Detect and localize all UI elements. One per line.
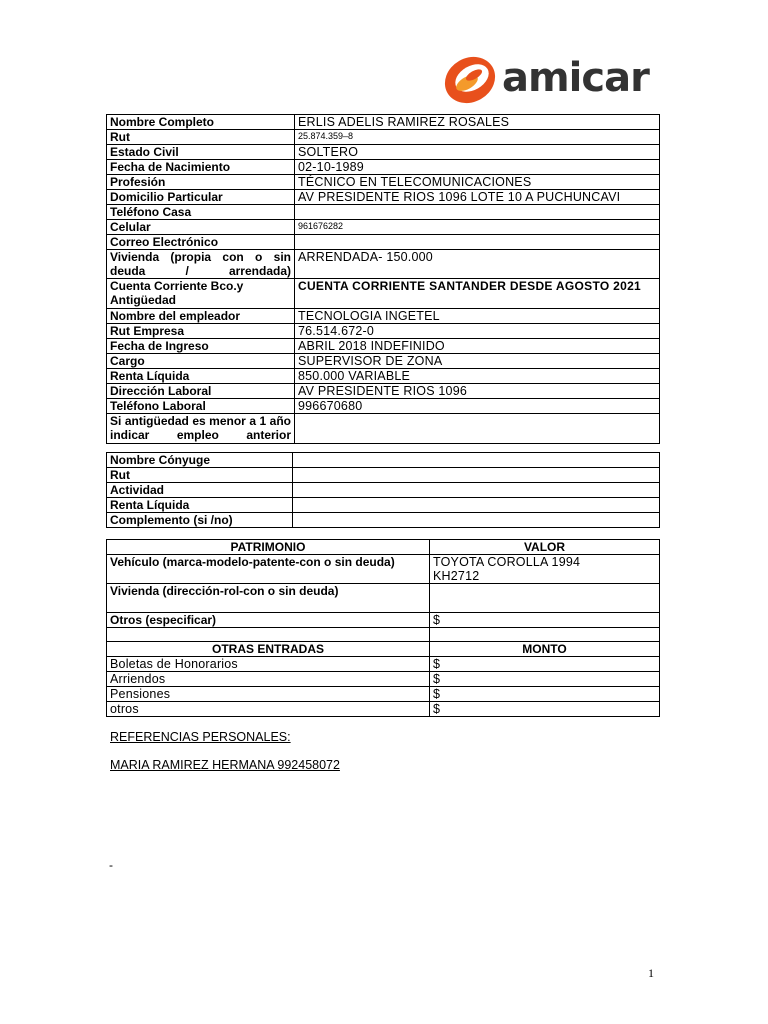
field-value: ARRENDADA- 150.000: [295, 250, 660, 279]
field-value: ERLIS ADELIS RAMIREZ ROSALES: [295, 115, 660, 130]
column-header: MONTO: [430, 642, 660, 657]
field-label: Fecha de Nacimiento: [107, 160, 295, 175]
empty-cell: [430, 628, 660, 642]
field-value: 961676282: [295, 220, 660, 235]
field-value: SOLTERO: [295, 145, 660, 160]
table-row: [107, 657, 660, 672]
table-row: [107, 687, 660, 702]
field-label: Cargo: [107, 354, 295, 369]
page-number: 1: [648, 966, 654, 980]
table-row: [107, 250, 660, 279]
table-row: [107, 220, 660, 235]
field-value: TECNOLOGIA INGETEL: [295, 309, 660, 324]
table-row: [107, 584, 660, 613]
table-header-row: [107, 540, 660, 555]
field-label: Renta Líquida: [107, 369, 295, 384]
field-label: Otros (especificar): [107, 613, 430, 628]
table-row: [107, 145, 660, 160]
references-title: REFERENCIAS PERSONALES:: [110, 730, 291, 744]
reference-entry: MARIA RAMIREZ HERMANA 992458072: [110, 758, 340, 772]
field-value: [293, 498, 660, 513]
field-value: ABRIL 2018 INDEFINIDO: [295, 339, 660, 354]
stray-dash: -: [109, 858, 113, 872]
table-row: [107, 672, 660, 687]
field-label: Arriendos: [107, 672, 430, 687]
field-value: SUPERVISOR DE ZONA: [295, 354, 660, 369]
brand-name: amicar: [502, 55, 649, 101]
value-line: TOYOTA COROLLA 1994: [433, 555, 581, 569]
personal-data-table: [106, 114, 660, 444]
field-value: AV PRESIDENTE RIOS 1096 LOTE 10 A PUCHUNCAVI: [295, 190, 660, 205]
field-label: Fecha de Ingreso: [107, 339, 295, 354]
value-line: KH2712: [433, 569, 480, 583]
field-label: Cuenta Corriente Bco.y Antigüedad: [107, 279, 295, 309]
field-label: Celular: [107, 220, 295, 235]
field-label: Vivienda (dirección-rol-con o sin deuda): [107, 584, 430, 613]
field-value: AV PRESIDENTE RIOS 1096: [295, 384, 660, 399]
table-row: [107, 309, 660, 324]
field-label: Boletas de Honorarios: [107, 657, 430, 672]
field-value: [293, 513, 660, 528]
table-header-row: [107, 642, 660, 657]
table-row: [107, 354, 660, 369]
field-label: Teléfono Casa: [107, 205, 295, 220]
column-header: VALOR: [430, 540, 660, 555]
column-header: PATRIMONIO: [107, 540, 430, 555]
field-label: Correo Electrónico: [107, 235, 295, 250]
table-row: [107, 190, 660, 205]
table-row: [107, 498, 660, 513]
field-label: Teléfono Laboral: [107, 399, 295, 414]
assets-table: [106, 539, 660, 717]
field-value: $: [430, 687, 660, 702]
field-value: [295, 205, 660, 220]
field-label: Rut: [107, 130, 295, 145]
field-value: 02-10-1989: [295, 160, 660, 175]
column-header: OTRAS ENTRADAS: [107, 642, 430, 657]
field-value: 76.514.672-0: [295, 324, 660, 339]
table-row: [107, 702, 660, 717]
field-label: Renta Líquida: [107, 498, 293, 513]
table-row: [107, 205, 660, 220]
field-label: otros: [107, 702, 430, 717]
field-label: Profesión: [107, 175, 295, 190]
field-label: Nombre Completo: [107, 115, 295, 130]
table-row: [107, 414, 660, 444]
table-row: [107, 399, 660, 414]
table-row: [107, 468, 660, 483]
field-value: TÉCNICO EN TELECOMUNICACIONES: [295, 175, 660, 190]
table-row: [107, 279, 660, 309]
field-value: [293, 483, 660, 498]
field-value: [430, 555, 660, 584]
table-row: [107, 115, 660, 130]
field-value: 996670680: [295, 399, 660, 414]
table-row: [107, 339, 660, 354]
field-value: CUENTA CORRIENTE SANTANDER DESDE AGOSTO 2021: [295, 279, 660, 309]
field-value: $: [430, 613, 660, 628]
field-label: Estado Civil: [107, 145, 295, 160]
field-value: $: [430, 672, 660, 687]
empty-cell: [107, 628, 430, 642]
table-row: [107, 160, 660, 175]
table-row: [107, 513, 660, 528]
field-value: 850.000 VARIABLE: [295, 369, 660, 384]
field-label: Nombre Cónyuge: [107, 453, 293, 468]
table-row: [107, 555, 660, 584]
field-value: $: [430, 702, 660, 717]
table-row: [107, 130, 660, 145]
field-value: $: [430, 657, 660, 672]
field-value: [295, 414, 660, 444]
table-row: [107, 175, 660, 190]
field-value: 25.874.359–8: [295, 130, 660, 145]
table-row: [107, 384, 660, 399]
field-label: Domicilio Particular: [107, 190, 295, 205]
field-label: Dirección Laboral: [107, 384, 295, 399]
table-row: [107, 324, 660, 339]
field-label: Actividad: [107, 483, 293, 498]
field-value: [295, 235, 660, 250]
amicar-logo: [440, 50, 649, 108]
field-label: Complemento (si /no): [107, 513, 293, 528]
field-value: [293, 468, 660, 483]
field-label: Pensiones: [107, 687, 430, 702]
field-label: Rut: [107, 468, 293, 483]
field-value: [293, 453, 660, 468]
field-label: Vehículo (marca-modelo-patente-con o sin deuda): [107, 555, 430, 584]
table-row: [107, 628, 660, 642]
table-row: [107, 613, 660, 628]
spouse-table: [106, 452, 660, 528]
field-label: Vivienda (propia con o sin deuda / arrendada): [107, 250, 295, 279]
field-label: Nombre del empleador: [107, 309, 295, 324]
table-row: [107, 369, 660, 384]
field-value: [430, 584, 660, 613]
table-row: [107, 483, 660, 498]
table-row: [107, 453, 660, 468]
field-label: Rut Empresa: [107, 324, 295, 339]
field-label: Si antigüedad es menor a 1 año indicar empleo anterior: [107, 414, 295, 444]
amicar-swirl-icon: [440, 50, 504, 108]
table-row: [107, 235, 660, 250]
